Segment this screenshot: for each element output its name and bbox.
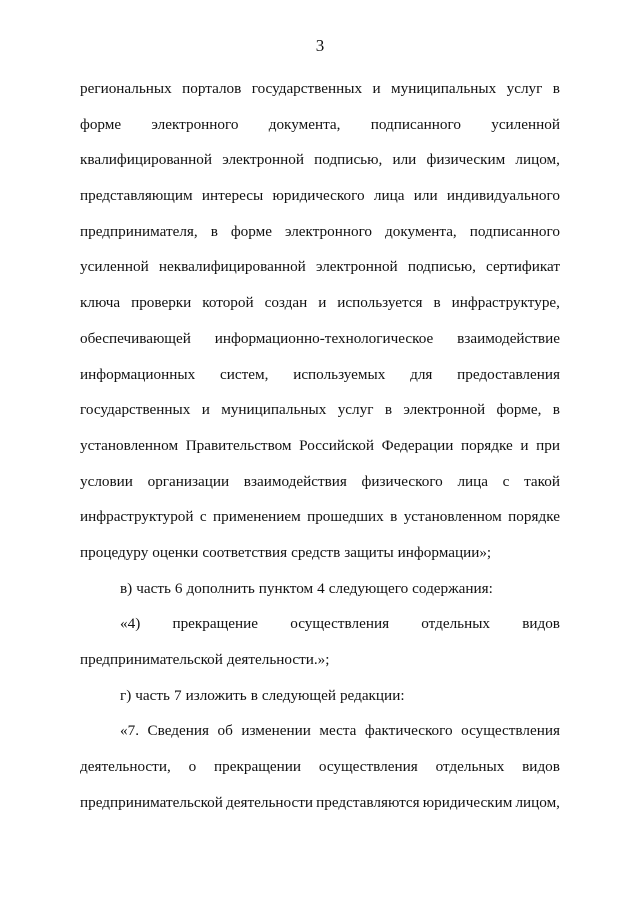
text-line: установленном Правительством Российской Федерации порядке и при [80, 436, 560, 454]
text-line: предпринимательской деятельности представляются юридическим лицом, [80, 793, 560, 811]
text-line: «4) прекращение осуществления отдельных видов [120, 615, 560, 633]
text-line: предпринимателя, в форме электронного документа, подписанного [80, 222, 560, 240]
text-line: условии организации взаимодействия физического лица с такой [80, 472, 560, 490]
text-line: государственных и муниципальных услуг в электронной форме, в [80, 401, 560, 419]
text-line: в) часть 6 дополнить пунктом 4 следующего содержания: [120, 579, 493, 597]
text-line: обеспечивающей информационно-технологическое взаимодействие [80, 329, 560, 347]
text-line: форме электронного документа, подписанного усиленной [80, 115, 560, 133]
text-line: информационных систем, используемых для предоставления [80, 365, 560, 383]
text-line: региональных порталов государственных и муниципальных услуг в [80, 80, 560, 97]
text-line: инфраструктурой с применением прошедших в установленном порядке [80, 508, 560, 526]
text-line: предпринимательской деятельности.»; [80, 651, 330, 668]
text-line: г) часть 7 изложить в следующей редакции: [120, 686, 405, 704]
text-line: «7. Сведения об изменении места фактического осуществления [120, 722, 560, 740]
text-line: деятельности, о прекращении осуществления отдельных видов [80, 758, 560, 776]
page-number: 3 [315, 36, 325, 55]
text-line: квалифицированной электронной подписью, или физическим лицом, [80, 151, 560, 169]
text-line: усиленной неквалифицированной электронной подписью, сертификат [80, 258, 560, 276]
text-line: ключа проверки которой создан и используется в инфраструктуре, [80, 294, 560, 312]
document-body [80, 79, 560, 828]
text-line: представляющим интересы юридического лица или индивидуального [80, 187, 560, 205]
text-line: процедуру оценки соответствия средств защиты информации»; [80, 543, 492, 561]
